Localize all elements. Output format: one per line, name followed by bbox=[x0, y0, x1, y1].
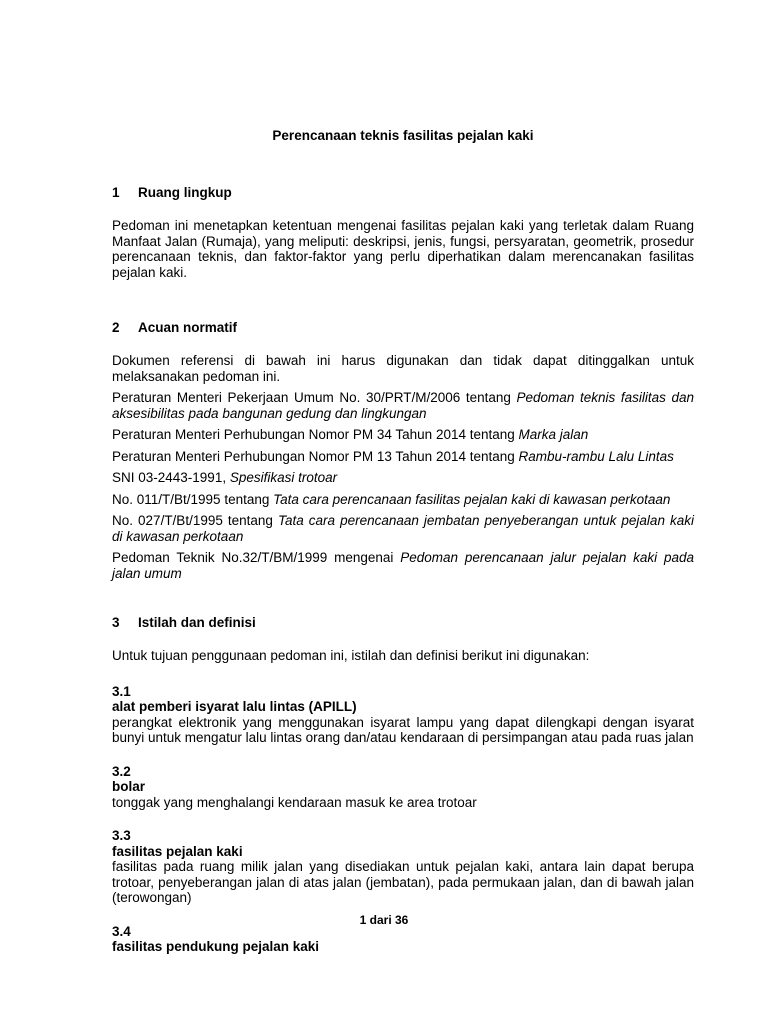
definition-term: alat pemberi isyarat lalu lintas (APILL) bbox=[112, 699, 357, 714]
section-title: Istilah dan definisi bbox=[138, 615, 256, 630]
reference-item bbox=[112, 513, 694, 544]
reference-title: Tata cara perencanaan jembatan penyeberangan untuk pejalan kaki di kawasan perkotaan bbox=[112, 513, 694, 544]
reference-source: Peraturan Menteri Pekerjaan Umum No. 30/PRT/M/2006 tentang bbox=[112, 390, 517, 405]
reference-source: Pedoman Teknik No.32/T/BM/1999 mengenai bbox=[112, 550, 401, 565]
section-title: Acuan normatif bbox=[138, 320, 238, 335]
definition-item bbox=[112, 828, 694, 906]
reference-item bbox=[112, 390, 694, 421]
definition-description: fasilitas pada ruang milik jalan yang disediakan untuk pejalan kaki, antara lain dapat berupa trotoar, penyeberangan jalan di atas jalan (jembatan), pada permukaan jalan, dan di bawah jalan (terowongan) bbox=[112, 859, 694, 905]
section-3-intro: Untuk tujuan penggunaan pedoman ini, istilah dan definisi berikut ini digunakan: bbox=[112, 648, 590, 663]
reference-item bbox=[112, 492, 694, 508]
definition-number: 3.4 bbox=[112, 923, 131, 939]
definition-description: tonggak yang menghalangi kendaraan masuk ke area trotoar bbox=[112, 794, 477, 810]
section-number: 3 bbox=[112, 615, 120, 630]
reference-title: Spesifikasi trotoar bbox=[229, 470, 338, 485]
section-number: 1 bbox=[112, 185, 120, 200]
reference-item bbox=[112, 470, 694, 486]
definition-item bbox=[112, 684, 694, 746]
definition-term: fasilitas pendukung pejalan kaki bbox=[112, 939, 320, 954]
section-number: 2 bbox=[112, 320, 120, 335]
reference-source: SNI 03-2443-1991, bbox=[112, 470, 230, 485]
definition-item bbox=[112, 924, 694, 955]
section-1-body: Pedoman ini menetapkan ketentuan mengenai fasilitas pejalan kaki yang terletak dalam Ruang Manfaat Jalan (Rumaja), yang meliputi: deskripsi, jenis, fungsi, persyaratan, geometrik, prosedur perencanaan teknis, dan faktor-faktor yang perlu diperhatikan dalam merencanakan fasilitas pejalan kaki. bbox=[112, 218, 694, 280]
page-number: 1 dari 36 bbox=[359, 913, 409, 927]
reference-title: Rambu-rambu Lalu Lintas bbox=[518, 448, 674, 464]
section-1-heading bbox=[112, 185, 694, 200]
definition-item bbox=[112, 764, 694, 811]
document-title: Perencanaan teknis fasilitas pejalan kaki bbox=[272, 128, 534, 143]
definition-term: fasilitas pejalan kaki bbox=[112, 843, 243, 859]
reference-source: Peraturan Menteri Perhubungan Nomor PM 13 Tahun 2014 tentang bbox=[112, 448, 519, 464]
section-2-intro: Dokumen referensi di bawah ini harus digunakan dan tidak dapat ditinggalkan untuk melaksanakan pedoman ini. bbox=[112, 353, 694, 384]
reference-title: Tata cara perencanaan fasilitas pejalan kaki di kawasan perkotaan bbox=[273, 491, 671, 507]
definition-number: 3.2 bbox=[112, 763, 131, 779]
definition-description: perangkat elektronik yang menggunakan isyarat lampu yang dapat dilengkapi dengan isyarat bunyi untuk mengatur lalu lintas orang dan/atau kendaraan di persimpangan atau pada ruas jalan bbox=[112, 714, 694, 745]
section-title: Ruang lingkup bbox=[138, 185, 232, 200]
reference-source: No. 011/T/Bt/1995 tentang bbox=[112, 491, 274, 507]
reference-list bbox=[112, 390, 694, 581]
section-3-heading bbox=[112, 615, 694, 630]
reference-source: No. 027/T/Bt/1995 tentang bbox=[112, 513, 278, 528]
reference-source: Peraturan Menteri Perhubungan Nomor PM 34 Tahun 2014 tentang bbox=[112, 427, 519, 442]
reference-item bbox=[112, 449, 694, 465]
reference-title: Marka jalan bbox=[518, 427, 589, 442]
reference-title: Pedoman perencanaan jalur pejalan kaki pada jalan umum bbox=[112, 550, 695, 581]
reference-title: Pedoman teknis fasilitas dan aksesibilitas pada bangunan gedung dan lingkungan bbox=[112, 390, 694, 421]
definition-term: bolar bbox=[112, 779, 146, 794]
section-2-heading bbox=[112, 320, 694, 335]
reference-item bbox=[112, 427, 694, 443]
definition-number: 3.1 bbox=[112, 683, 131, 699]
reference-item bbox=[112, 550, 694, 581]
document-page bbox=[112, 128, 694, 973]
definition-number: 3.3 bbox=[112, 828, 131, 843]
